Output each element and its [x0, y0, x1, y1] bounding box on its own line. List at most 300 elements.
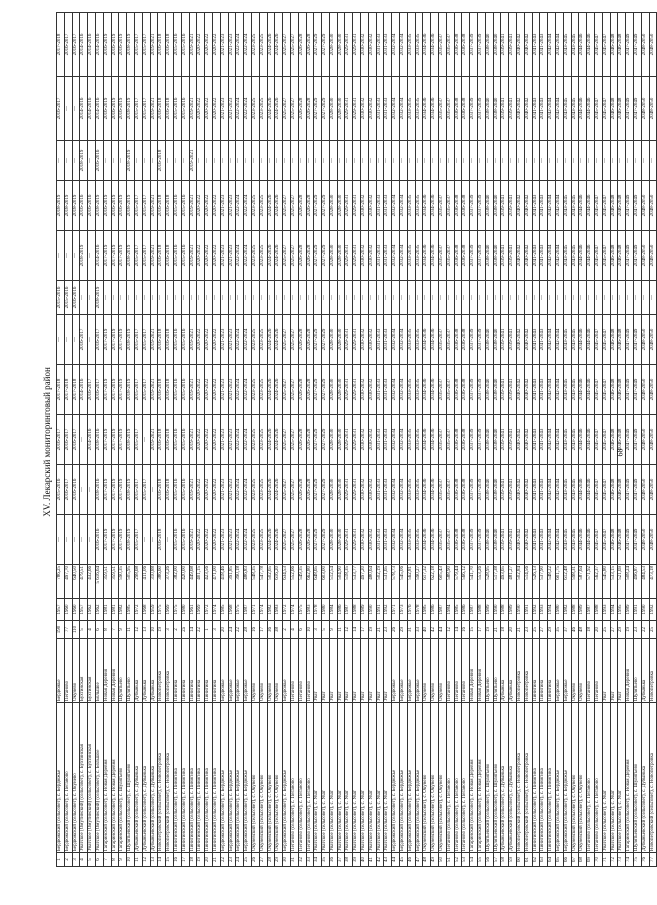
table-cell: 2023-2025 [251, 77, 259, 141]
table-cell: 2046-2048 [618, 77, 626, 141]
table-cell: Пинигинский (сельсовет), с. Пинигина [181, 703, 189, 853]
table-cell: 2016-2017 [80, 315, 88, 365]
table-cell: 1972 [283, 599, 291, 621]
table-cell: 2045-2047 [602, 465, 610, 515]
table-cell: 2039-2041 [501, 365, 509, 415]
table-cell: 382,00 [173, 565, 181, 599]
table-cell: 2016-2017 [57, 415, 65, 465]
table-cell: — [166, 515, 174, 565]
table-cell: 2041-2043 [540, 77, 548, 141]
table-cell: 19 [197, 853, 205, 867]
table-cell: 2033-2035 [415, 231, 423, 281]
table-cell: 2032-2034 [392, 515, 400, 565]
table-cell: 5 616,64 [95, 565, 103, 599]
table-cell: 2029-2031 [345, 465, 353, 515]
table-cell: 28 [267, 853, 275, 867]
table-cell: 2035-2037 [439, 515, 447, 565]
table-cell: — [80, 415, 88, 465]
table-cell: 2015-2017 [142, 315, 150, 365]
table-cell: 2025-2027 [290, 181, 298, 231]
table-cell: — [111, 141, 119, 181]
table-cell: Окуневский (сельсовет), с. Окунево [259, 703, 267, 853]
table-cell: 2048-2050 [649, 231, 657, 281]
table-cell: 2021-2023 [228, 77, 236, 141]
table-cell: 2039-2041 [501, 231, 509, 281]
table-cell: — [400, 281, 408, 315]
table-cell: Пинигинский (сельсовет), с. Пинигина [205, 703, 213, 853]
table-cell: — [556, 141, 564, 181]
table-cell: 2016-2019 [103, 13, 111, 77]
table-cell: 51 [446, 853, 454, 867]
table-cell: 2026-2028 [306, 415, 314, 465]
table-cell: 2048-2050 [641, 515, 649, 565]
table-cell: — [563, 141, 571, 181]
table-cell: 22 [197, 621, 205, 639]
table-cell: 2041-2043 [532, 315, 540, 365]
table-cell: 32 [298, 853, 306, 867]
table-cell: 2032-2034 [392, 77, 400, 141]
table-cell: 2015-2016 [181, 515, 189, 565]
table-cell: Уватское (сельсовет), с. Уват [602, 703, 610, 853]
table-cell: 2047-2049 [633, 465, 641, 515]
table-cell: Пеганово (сельсовет), с. Пеганово [290, 703, 298, 853]
table-cell: Пеганово [306, 639, 314, 703]
table-cell: 497,70 [64, 565, 72, 599]
table-cell: Шулятьевский (сельсовет), с. Шулятьево [493, 703, 501, 853]
table-row [556, 13, 564, 867]
table-cell: — [384, 281, 392, 315]
table-cell: 2034-2036 [431, 515, 439, 565]
table-cell: 1982 [563, 599, 571, 621]
table-cell: 2034-2036 [423, 181, 431, 231]
table-cell: 533,15 [610, 565, 618, 599]
table-cell: 2025-2027 [290, 231, 298, 281]
table-cell: Бердюжье [57, 639, 65, 703]
table-cell: 2027-2029 [314, 415, 322, 465]
table-cell: 2030-2032 [368, 13, 376, 77]
table-cell: 1986 [462, 599, 470, 621]
table-cell: 1991 [376, 599, 384, 621]
table-cell: 2037-2039 [470, 77, 478, 141]
table-cell: 390,18 [236, 565, 244, 599]
table-cell: 25 [649, 621, 657, 639]
table-cell: 23 [524, 621, 532, 639]
table-cell: 24 [228, 621, 236, 639]
table-cell: 2044-2046 [579, 181, 587, 231]
table-cell: 31 [407, 621, 415, 639]
table-cell: Бердюжский (сельсовет), с. Бердюжье [392, 703, 400, 853]
table-cell: 2015-2017 [134, 13, 142, 77]
table-cell: 2020-2022 [197, 181, 205, 231]
table-cell: Окуневский (сельсовет), с. Окунево [431, 703, 439, 853]
table-cell: 2031-2033 [384, 13, 392, 77]
table-cell: 2046-2048 [610, 13, 618, 77]
table-cell: Шулятьево [493, 639, 501, 703]
table-cell: 2036-2038 [454, 415, 462, 465]
table-cell: Новопетровский (сельсовет), с. Новопетровка [517, 703, 525, 853]
table-cell: — [462, 281, 470, 315]
table-cell: 2038-2040 [493, 465, 501, 515]
table-cell: 2029-2031 [345, 231, 353, 281]
table-cell: 2047-2049 [633, 77, 641, 141]
table-cell: — [228, 281, 236, 315]
table-cell: Пинигинский (сельсовет), с. Пинигина [548, 703, 556, 853]
table-cell: 2015-2017 [134, 515, 142, 565]
table-cell: 5 [88, 853, 96, 867]
table-cell: 11 [127, 621, 135, 639]
table-cell: 39 [353, 853, 361, 867]
table-cell: 1971 [392, 599, 400, 621]
table-cell: 2031-2033 [376, 515, 384, 565]
table-row [127, 13, 135, 867]
table-cell: Пеганово (сельсовет), с. Пеганово [446, 703, 454, 853]
table-cell: 2026-2028 [306, 231, 314, 281]
table-cell: 17 [181, 853, 189, 867]
table-cell: Новая Деревня [103, 639, 111, 703]
table-cell: 49 [431, 853, 439, 867]
table-row [134, 13, 142, 867]
table-cell: Бухтинская [88, 639, 96, 703]
table-cell: 2045-2047 [602, 77, 610, 141]
table-cell: 2033-2035 [407, 315, 415, 365]
table-cell: 1992 [384, 599, 392, 621]
table-cell: Уват [314, 639, 322, 703]
table-cell: 35 [556, 621, 564, 639]
table-cell: 2044-2046 [587, 515, 595, 565]
table-cell: 2034-2036 [423, 315, 431, 365]
table-cell: 2038-2040 [485, 465, 493, 515]
table-cell: 545,80 [602, 565, 610, 599]
table-cell: 36 [329, 853, 337, 867]
table-cell: — [485, 281, 493, 315]
table-cell: — [431, 281, 439, 315]
table-cell: 2016-2018 [158, 415, 166, 465]
table-cell: Дубынька [501, 639, 509, 703]
table-cell: 531,65 [384, 565, 392, 599]
table-cell: 2039-2041 [501, 181, 509, 231]
table-cell: 2036-2038 [454, 77, 462, 141]
table-cell: 2037-2039 [478, 231, 486, 281]
table-cell: 2039-2041 [509, 231, 517, 281]
table-cell: 1991 [633, 599, 641, 621]
table-cell: 2015-2017 [134, 181, 142, 231]
table-cell: 1988 [353, 599, 361, 621]
table-cell: — [236, 141, 244, 181]
table-cell: 2034-2036 [431, 315, 439, 365]
table-cell: 2014-2016 [88, 77, 96, 141]
table-cell: 64 [548, 853, 556, 867]
table-cell: 18 [587, 621, 595, 639]
table-cell: 2027-2029 [314, 77, 322, 141]
table-cell: 15 [166, 853, 174, 867]
table-cell: 1971 [251, 599, 259, 621]
table-cell: 2021-2023 [220, 415, 228, 465]
table-cell: 2048-2050 [649, 315, 657, 365]
table-cell: 2040-2042 [517, 365, 525, 415]
table-cell: 50 [439, 853, 447, 867]
table-cell: 432,66 [88, 565, 96, 599]
table-cell: Гагаринский (сельсовет), с. Новая Деревня [626, 703, 634, 853]
table-cell: 21 [517, 621, 525, 639]
table-cell: 2039-2041 [501, 315, 509, 365]
table-cell: 2034-2036 [423, 13, 431, 77]
table-cell: 2030-2032 [368, 515, 376, 565]
table-cell: 4 [290, 621, 298, 639]
table-cell: Уват [610, 639, 618, 703]
table-cell: 2041-2043 [540, 231, 548, 281]
table-row [298, 13, 306, 867]
table-cell: Уватское (сельсовет), с. Уват [384, 703, 392, 853]
table-cell: Шулятьевский (сельсовет), с. Шулятьево [633, 703, 641, 853]
table-cell: 2015-2016 [57, 281, 65, 315]
table-cell: 2036-2038 [462, 13, 470, 77]
table-cell: 2016-2016 [95, 141, 103, 181]
table-cell: Пинигина [181, 639, 189, 703]
table-cell: Окуневский (сельсовет), с. Окунево [251, 703, 259, 853]
table-cell: 553,26 [478, 565, 486, 599]
table-cell: 2030-2032 [361, 13, 369, 77]
table-cell: Окунево [439, 639, 447, 703]
table-cell: 2030-2032 [368, 315, 376, 365]
table-cell: 2030-2032 [368, 77, 376, 141]
table-cell: 2015-2017 [142, 365, 150, 415]
table-cell: 1987 [244, 599, 252, 621]
table-cell: 2035-2037 [439, 13, 447, 77]
table-cell: 1961 [189, 599, 197, 621]
table-cell: 2016-2018 [166, 315, 174, 365]
table-cell: Уват [361, 639, 369, 703]
table-cell: 2а [181, 621, 189, 639]
table-cell: 2021-2023 [228, 365, 236, 415]
table-cell: 2031-2033 [384, 231, 392, 281]
table-cell: 20 [594, 621, 602, 639]
table-cell: 2043-2045 [571, 77, 579, 141]
table-cell: 40 [361, 853, 369, 867]
table-row [361, 13, 369, 867]
table-cell: 2015-2016 [173, 231, 181, 281]
table-cell: 2043-2045 [571, 181, 579, 231]
table-cell: 2020-2022 [197, 77, 205, 141]
table-cell: 2042-2044 [556, 465, 564, 515]
table-cell: 1 [205, 621, 213, 639]
table-cell: 2014-2016 [80, 365, 88, 415]
table-cell: 2047-2049 [626, 515, 634, 565]
table-cell: 2038-2040 [485, 77, 493, 141]
table-cell: 55 [478, 853, 486, 867]
table-cell: Пинигина [197, 639, 205, 703]
table-cell: — [548, 281, 556, 315]
table-cell: — [57, 141, 65, 181]
table-cell: 2042-2044 [556, 365, 564, 415]
table-cell: 2019-2021 [150, 415, 158, 465]
table-cell: 648,65 [314, 565, 322, 599]
table-cell: 2031-2033 [376, 77, 384, 141]
table-cell: Гагаринский (сельсовет), с. Шулятьево [119, 703, 127, 853]
table-cell: — [517, 281, 525, 315]
table-cell: 2026-2028 [298, 415, 306, 465]
table-cell: — [579, 141, 587, 181]
table-cell: 2024-2026 [267, 315, 275, 365]
table-cell: 2022-2024 [244, 465, 252, 515]
table-cell: 6 [95, 853, 103, 867]
table-cell: 2044-2046 [587, 13, 595, 77]
table-cell: 58 [501, 853, 509, 867]
table-cell: 2015-2016 [173, 415, 181, 465]
table-cell: 2026-2028 [298, 315, 306, 365]
table-cell: 65 [556, 853, 564, 867]
table-cell: 36 [267, 621, 275, 639]
table-cell: 634,53 [283, 565, 291, 599]
table-cell: 1973 [400, 599, 408, 621]
table-cell: 2027-2029 [314, 365, 322, 415]
table-row [618, 13, 626, 867]
table-cell: Бердюжский (сельсовет), с. Бердюжье [407, 703, 415, 853]
table-cell: — [150, 465, 158, 515]
table-cell: 67 [571, 853, 579, 867]
table-cell: 2029-2031 [353, 315, 361, 365]
table-cell: 2022-2024 [236, 231, 244, 281]
table-cell: 2016-2018 [158, 515, 166, 565]
table-cell: 2037-2039 [470, 415, 478, 465]
table-cell: 2 [64, 853, 72, 867]
table-cell: Шулятьево [633, 639, 641, 703]
table-row [290, 13, 298, 867]
table-row [400, 13, 408, 867]
table-cell: — [64, 315, 72, 365]
table-cell: 2043-2045 [563, 77, 571, 141]
table-cell: 2016-2018 [158, 465, 166, 515]
schedule-table [56, 12, 657, 867]
table-cell: 2018-2019 [127, 231, 135, 281]
table-cell: 2028-2030 [337, 13, 345, 77]
table-cell: 2014-2016 [80, 77, 88, 141]
table-cell: 521,69 [618, 565, 626, 599]
table-cell: 2048-2050 [649, 365, 657, 415]
table-row [594, 13, 602, 867]
table-cell: 2022-2024 [244, 77, 252, 141]
table-cell: 2045-2047 [594, 365, 602, 415]
table-cell: 2030-2032 [361, 315, 369, 365]
table-cell: 2038-2040 [485, 181, 493, 231]
table-cell: 2029-2031 [353, 465, 361, 515]
table-cell: Уватское (сельсовет), с. Уват [376, 703, 384, 853]
table-cell: 2045-2047 [602, 13, 610, 77]
table-cell: 2041-2043 [532, 415, 540, 465]
table-cell: 17 [361, 621, 369, 639]
table-cell: 2029-2031 [353, 415, 361, 465]
table-cell: 2042-2044 [548, 415, 556, 465]
table-cell: 2036-2038 [454, 315, 462, 365]
table-cell: 2038-2040 [493, 315, 501, 365]
table-cell: 2025-2027 [290, 13, 298, 77]
table-cell: 77 [64, 621, 72, 639]
table-cell: 2042-2044 [556, 515, 564, 565]
table-cell: 2036-2038 [454, 365, 462, 415]
table-cell: Уватское (сельсовет), с. Уват [345, 703, 353, 853]
table-cell: 2015-2016 [181, 415, 189, 465]
table-cell: 2021-2023 [220, 77, 228, 141]
table-cell: 2020-2022 [212, 13, 220, 77]
table-cell: Шулятьевский (сельсовет), с. Шулятьево [485, 703, 493, 853]
table-cell: 502,84 [517, 565, 525, 599]
table-cell: 2023-2025 [259, 515, 267, 565]
table-cell: 2032-2034 [392, 365, 400, 415]
table-cell: 2030-2032 [368, 181, 376, 231]
table-cell: 2016-2017 [95, 365, 103, 415]
table-cell: 2036-2038 [462, 515, 470, 565]
table-cell: 2016-2018 [158, 181, 166, 231]
table-cell: 2038-2040 [493, 13, 501, 77]
table-cell: 1985 [423, 599, 431, 621]
table-cell: Окуневский (сельсовет), с. Окунево [275, 703, 283, 853]
table-cell: 2047-2049 [633, 231, 641, 281]
table-cell: 11 [337, 621, 345, 639]
table-cell: — [501, 281, 509, 315]
table-cell: — [259, 141, 267, 181]
table-cell: Пинигина [189, 639, 197, 703]
table-cell: 2017-2019 [103, 515, 111, 565]
table-cell: Новопетровка [158, 639, 166, 703]
table-cell: 2016-2017 [64, 13, 72, 77]
table-cell: 1994 [548, 599, 556, 621]
table-cell: 2047-2049 [626, 315, 634, 365]
table-cell: 2016-2019 [103, 77, 111, 141]
table-cell: — [337, 281, 345, 315]
table-cell: 29 [618, 621, 626, 639]
table-cell: Пеганово [64, 639, 72, 703]
table-cell: 1986 [337, 599, 345, 621]
table-cell: 2020-2022 [197, 415, 205, 465]
table-cell: 2026-2028 [298, 181, 306, 231]
table-cell: 2044-2046 [587, 365, 595, 415]
table-cell: 1976 [407, 599, 415, 621]
table-cell: 1987 [345, 599, 353, 621]
table-cell: 2035-2037 [446, 415, 454, 465]
table-cell: 1969 [166, 599, 174, 621]
table-cell: — [493, 281, 501, 315]
table-row [423, 13, 431, 867]
table-cell: 2042-2044 [556, 13, 564, 77]
table-cell: 14 [158, 853, 166, 867]
table-cell: 2032-2034 [392, 415, 400, 465]
table-cell: 2032-2034 [400, 515, 408, 565]
table-cell: Бухтинская [80, 639, 88, 703]
table-cell: 2027-2029 [322, 13, 330, 77]
table-cell: 2019-2021 [189, 415, 197, 465]
table-cell: 16 [462, 621, 470, 639]
table-cell: — [548, 141, 556, 181]
table-cell: 2019-2021 [189, 315, 197, 365]
table-cell: 662,80 [306, 565, 314, 599]
table-cell: 25 [602, 621, 610, 639]
table-cell: — [134, 281, 142, 315]
table-cell: 57 [493, 853, 501, 867]
table-cell: 2021-2023 [228, 465, 236, 515]
table-cell: 2023-2025 [251, 415, 259, 465]
table-cell: 1990 [368, 599, 376, 621]
table-cell: 2042-2044 [548, 13, 556, 77]
table-cell: Новая Деревня [470, 639, 478, 703]
table-cell: 579,44 [454, 565, 462, 599]
table-cell: 2043-2045 [571, 415, 579, 465]
table-cell: 2015-2017 [142, 231, 150, 281]
table-cell: Уват [329, 639, 337, 703]
table-row [649, 13, 657, 867]
table-cell: 62 [532, 853, 540, 867]
table-cell: 19 [485, 621, 493, 639]
table-cell: 2045-2047 [594, 515, 602, 565]
table-cell: 2043-2045 [571, 231, 579, 281]
